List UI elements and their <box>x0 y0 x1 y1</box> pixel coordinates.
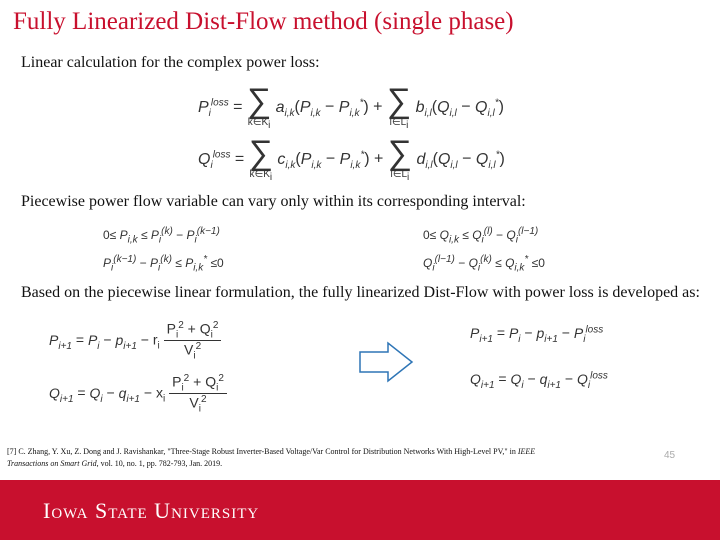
p-interval-inequality-1: $0\le P_{i,k} \le P_i^{(k)} - P_i^{(k-1)}$ <box>103 226 220 246</box>
q-loss-equation: $Q_i^{loss}$ = ∑ $k\in K_i$ $c_{i,k}(P_{i,k} - P_{i,k}^*)$ + ∑ $l\in L_i$ $d_{i,l}(Q_{i,l} - Q_{i,l}^*)$ <box>198 134 505 183</box>
q-interval-inequality-2: $Q_i^{(l-1)} - Q_i^{(k)} \le Q_{i,k}^* \le 0$ <box>423 254 545 274</box>
reference-citation: [7] C. Zhang, Y. Xu, Z. Dong and J. Ravishankar, "Three-Stage Robust Inverter-Based Voltage/Var Control for Distribution Networks With High-Level PV," in IEEE Transactions on Smart Grid, vol. 10, no. 1, pp. 782-793, Jan. 2019. <box>7 447 536 468</box>
q-interval-inequality-1: $0\le Q_{i,k} \le Q_i^{(l)} - Q_i^{(l-1)}$ <box>423 226 539 246</box>
footer-bar <box>0 480 720 540</box>
interval-heading: Piecewise power flow variable can vary only within its corresponding interval: <box>21 193 526 210</box>
right-arrow-icon <box>358 341 414 388</box>
university-logo: Iowa State University <box>43 498 260 523</box>
slide-title: Fully Linearized Dist-Flow method (single phase) <box>13 8 514 35</box>
q-distflow-nonlinear: $Q_{i+1} = Q_i - q_{i+1} - x_i$ $\frac{P_i^2 + Q_i^2}{V_i^2}$ <box>49 373 227 415</box>
page-number: 45 <box>664 450 676 461</box>
formulation-heading: Based on the piecewise linear formulation, the fully linearized Dist-Flow with power loss is developed as: <box>21 284 700 301</box>
p-distflow-nonlinear: $P_{i+1} = P_i - p_{i+1} - r_i$ $\frac{P_i^2 + Q_i^2}{V_i^2}$ <box>49 320 221 362</box>
loss-heading: Linear calculation for the complex power loss: <box>21 54 320 71</box>
p-interval-inequality-2: $P_i^{(k-1)} - P_i^{(k)} \le P_{i,k}^* \le 0$ <box>103 254 224 274</box>
p-distflow-linear: $P_{i+1} = P_i - p_{i+1} - P_i^{loss}$ <box>470 324 604 345</box>
p-loss-equation: $P_i^{loss}$ = ∑ $k\in K_i$ $a_{i,k}(P_{i,k} - P_{i,k}^*)$ + ∑ $l\in L_i$ $b_{i,l}(Q_{i,l} - Q_{i,l}^*)$ <box>198 82 504 131</box>
q-distflow-linear: $Q_{i+1} = Q_i - q_{i+1} - Q_i^{loss}$ <box>470 370 608 391</box>
